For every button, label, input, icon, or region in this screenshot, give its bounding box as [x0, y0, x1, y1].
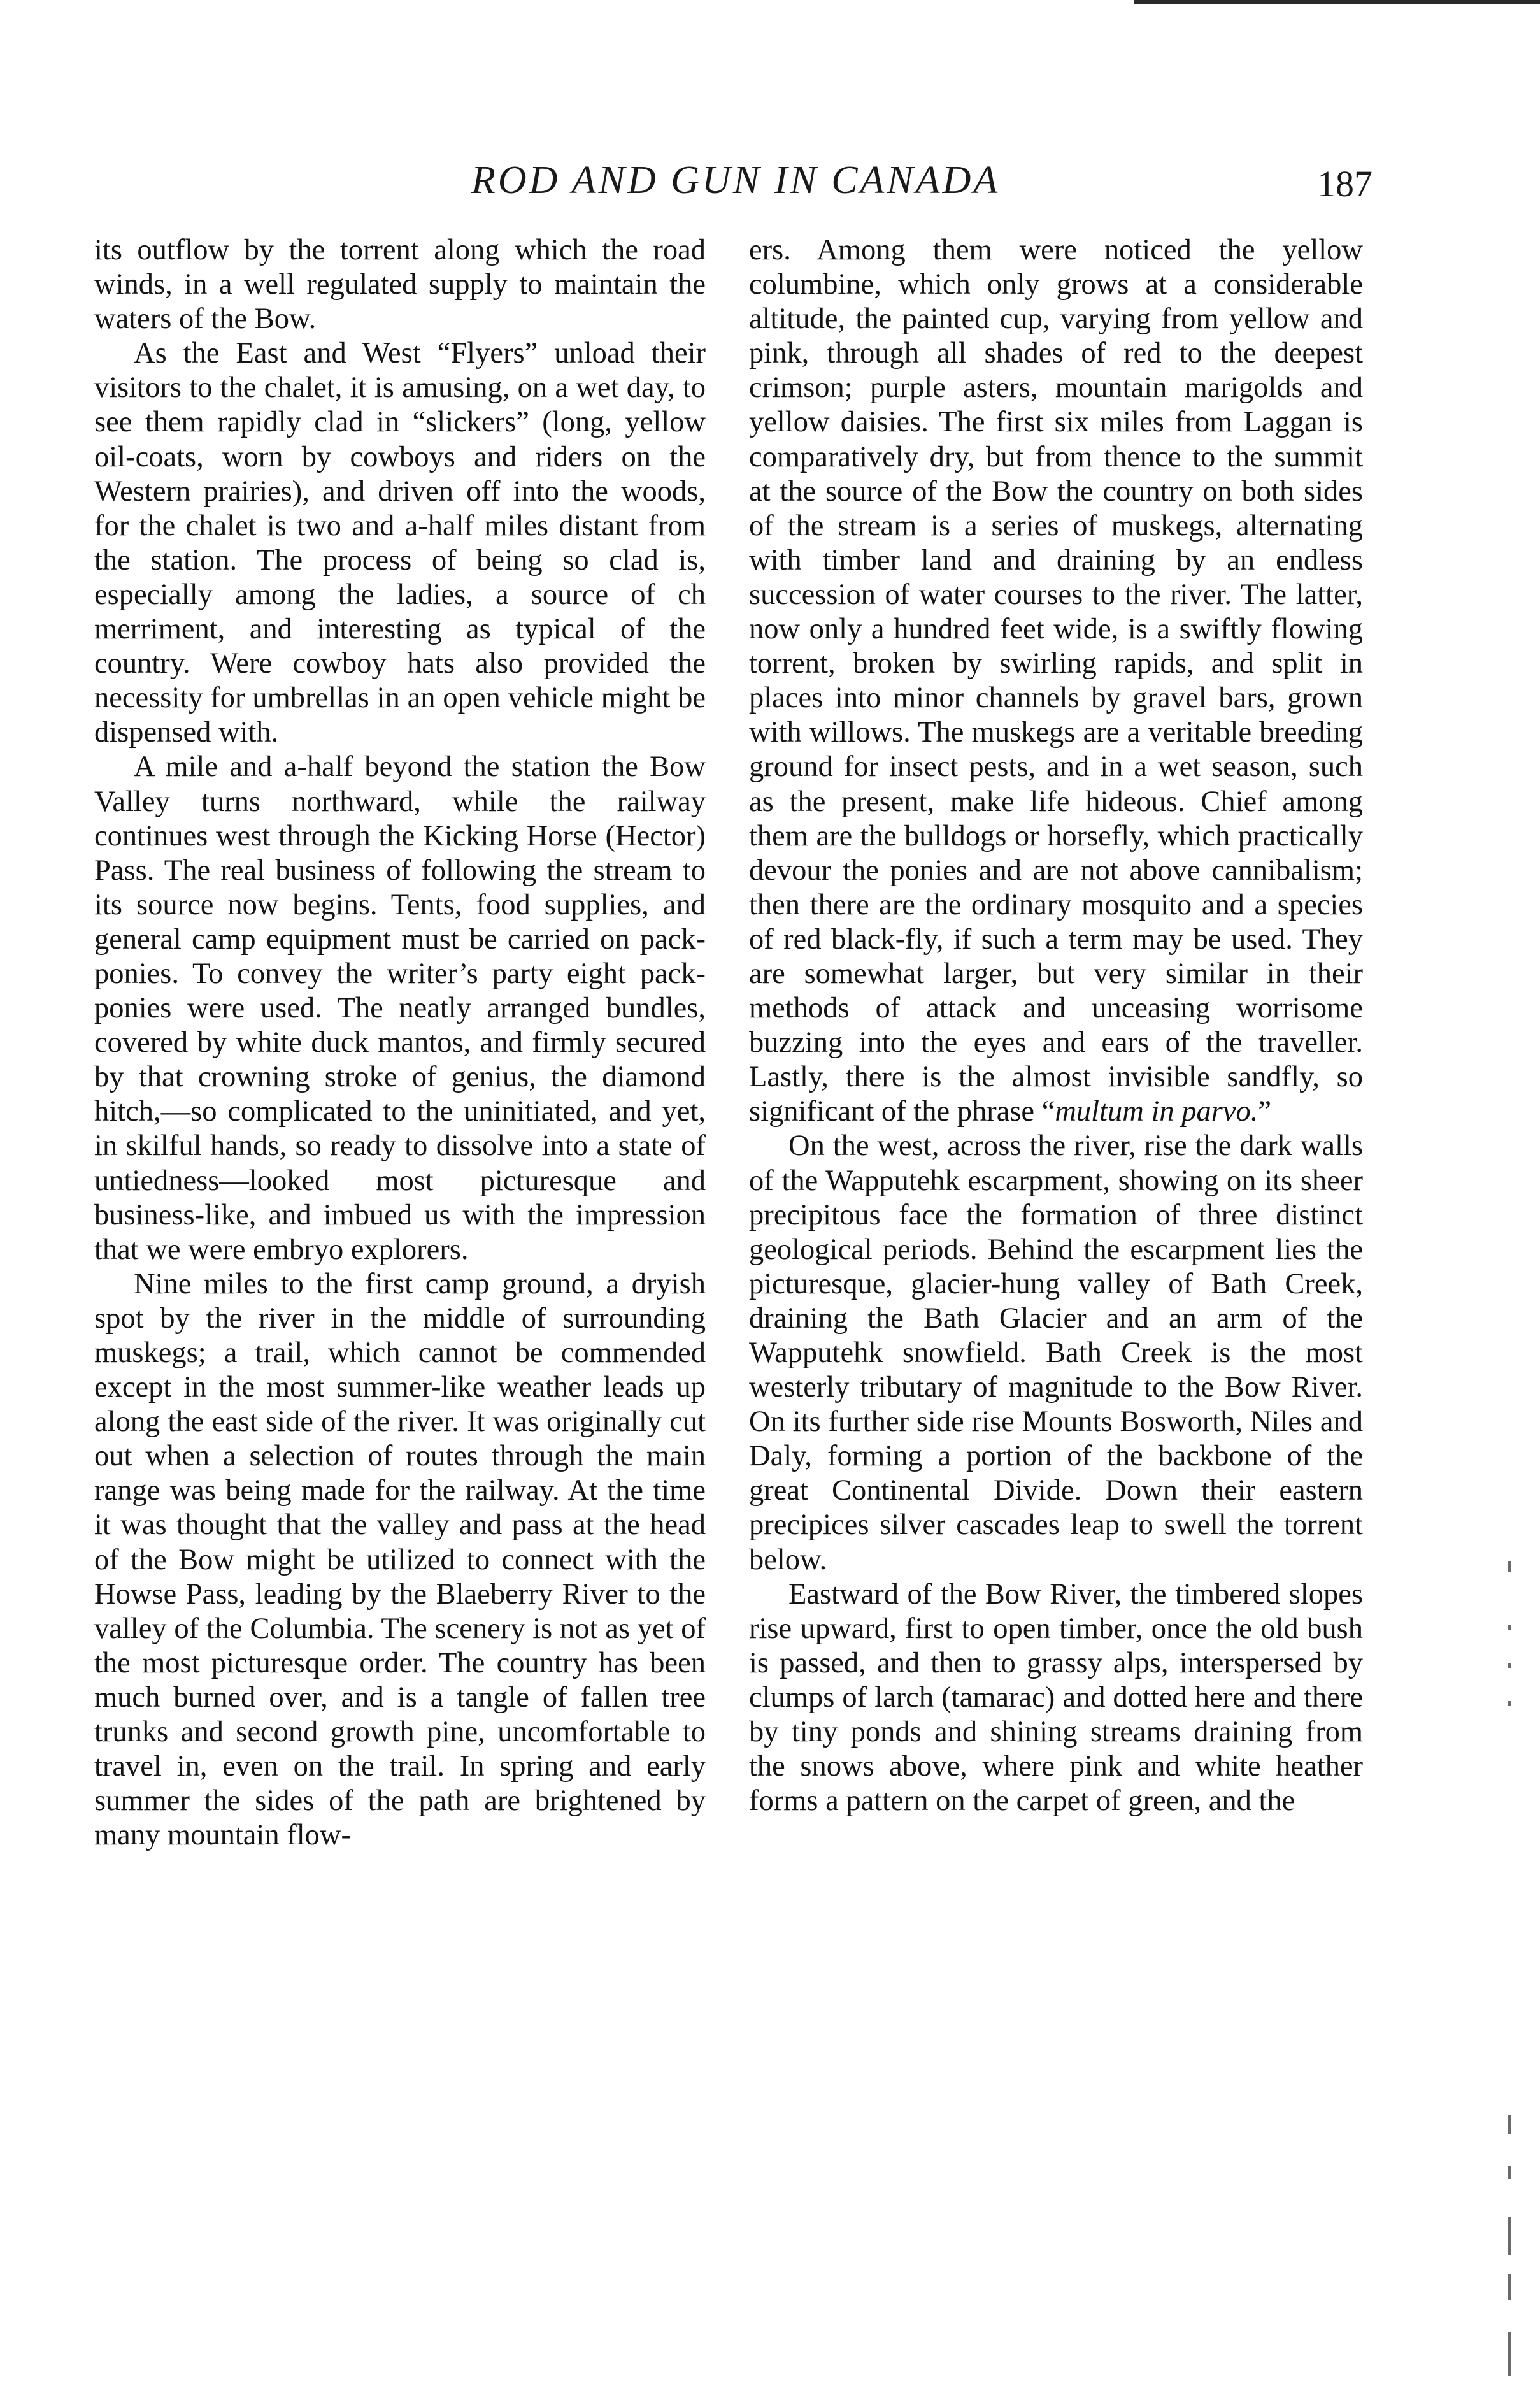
- paragraph-flowers: [749, 233, 1363, 1129]
- scan-speck: [1508, 1561, 1511, 1572]
- paragraph-west-escarpment: On the west, across the river, rise the dark walls of the Wapputehk escarpment, showing on its sheer precipitous face the formation of three distinct geological periods. Behind the escarpment lies the picturesque, glacier-hung valley of Bath Creek, draining the Bath Glacier and an arm of the Wapputehk snowfield. Bath Creek is the most westerly tributary of magnitude to the Bow River. On its further side rise Mounts Bosworth, Niles and Daly, forming a portion of the backbone of the great Continental Divide. Down their eastern precipices silver cascades leap to swell the torrent below.: [749, 1130, 1363, 1576]
- scan-speck: [1508, 1625, 1511, 1630]
- left-column: [94, 233, 706, 1853]
- right-column: [749, 233, 1363, 1818]
- scan-speck: [1508, 2332, 1511, 2376]
- top-edge-rule: [1134, 0, 1540, 4]
- quote-open: “: [1034, 1095, 1055, 1128]
- scan-speck: [1508, 2115, 1511, 2134]
- paragraph-first-camp: Nine miles to the first camp ground, a dryish spot by the river in the middle of surrounding muskegs; a trail, which cannot be commended except in the most summer-like weather leads up along the east side of the river. It was originally cut out when a selection of routes through the main range was being made for the railway. At the time it was thought that the valley and pass at the head of the Bow might be utilized to connect with the Howse Pass, leading by the Blaeberry River to the valley of the Columbia. The scenery is not as yet of the most picturesque order. The country has been much burned over, and is a tangle of fallen tree trunks and second growth pine, uncomfortable to travel in, even on the trail. In spring and early summer the sides of the path are brightened by many mountain flow-: [94, 1267, 706, 1852]
- scan-speck: [1508, 2166, 1511, 2179]
- page-number: 187: [1317, 163, 1372, 205]
- paragraph-eastward: Eastward of the Bow River, the timbered slopes rise upward, first to open timber, once the old bush is passed, and then to grassy alps, interspersed by clumps of larch (tamarac) and dotted here and there by tiny ponds and shining streams draining from the snows above, where pink and white heather forms a pattern on the carpet of green, and the: [749, 1577, 1363, 1818]
- paragraph-flowers-text: ers. Among them were noticed the yellow columbine, which only grows at a considerable altitude, the painted cup, varying from yellow and pink, through all shades of red to the deepest crimson; purple asters, mountain marigolds and yellow daisies. The first six miles from Laggan is comparatively dry, but from thence to the summit at the source of the Bow the country on both sides of the stream is a series of muskegs, alternating with timber land and draining by an endless succession of water courses to the river. The latter, now only a hundred feet wide, is a swiftly flowing torrent, broken by swirling rapids, and split in places into minor channels by gravel bars, grown with willows. The muskegs are a veritable breeding ground for insect pests, and in a wet season, such as the present, make life hideous. Chief among them are the bulldogs or horsefly, which practically devour the ponies and are not above cannibalism; then there are the ordinary mosquito and a species of red black-fly, if such a term may be used. They are somewhat larger, but very similar in their methods of attack and unceasing worrisome buzzing into the eyes and ears of the traveller. Lastly, there is the almost invisible sandfly, so significant of the phrase: [749, 234, 1363, 1128]
- scan-speck: [1508, 2274, 1511, 2300]
- scan-speck: [1508, 1701, 1511, 1706]
- quote-close: ”: [1258, 1095, 1271, 1128]
- paragraph-bow-valley: A mile and a-half beyond the station the Bow Valley turns northward, while the railway continues west through the Kicking Horse (Hector) Pass. The real business of following the stream to its source now begins. Tents, food supplies, and general camp equipment must be carried on pack-ponies. To convey the writer’s party eight pack-ponies were used. The neatly arranged bundles, covered by white duck mantos, and firmly secured by that crowning stroke of genius, the diamond hitch,—so complicated to the uninitiated, and yet, in skilful hands, so ready to dissolve into a state of untiedness—looked most picturesque and business-like, and imbued us with the impression that we were embryo explorers.: [94, 750, 706, 1266]
- page-header: [0, 152, 1540, 209]
- scan-speck: [1508, 1663, 1511, 1668]
- latin-phrase: multum in parvo.: [1055, 1095, 1258, 1128]
- margin-scan-artifacts: [1508, 1555, 1527, 2383]
- running-title: ROD AND GUN IN CANADA: [471, 159, 1001, 202]
- paragraph-continued: its outflow by the torrent along which the road winds, in a well regulated supply to maintain the waters of the Bow.: [94, 234, 706, 336]
- paragraph-flyers: As the East and West “Flyers” unload their visitors to the chalet, it is amusing, on a wet day, to see them rapidly clad in “slickers” (long, yellow oil-coats, worn by cowboys and riders on the Western prairies), and driven off into the woods, for the chalet is two and a-half miles distant from the station. The process of being so clad is, especially among the ladies, a source of ch merriment, and interesting as typical of the country. Were cowboy hats also provided the necessity for umbrellas in an open vehicle might be dispensed with.: [94, 337, 706, 749]
- scan-speck: [1508, 2217, 1511, 2255]
